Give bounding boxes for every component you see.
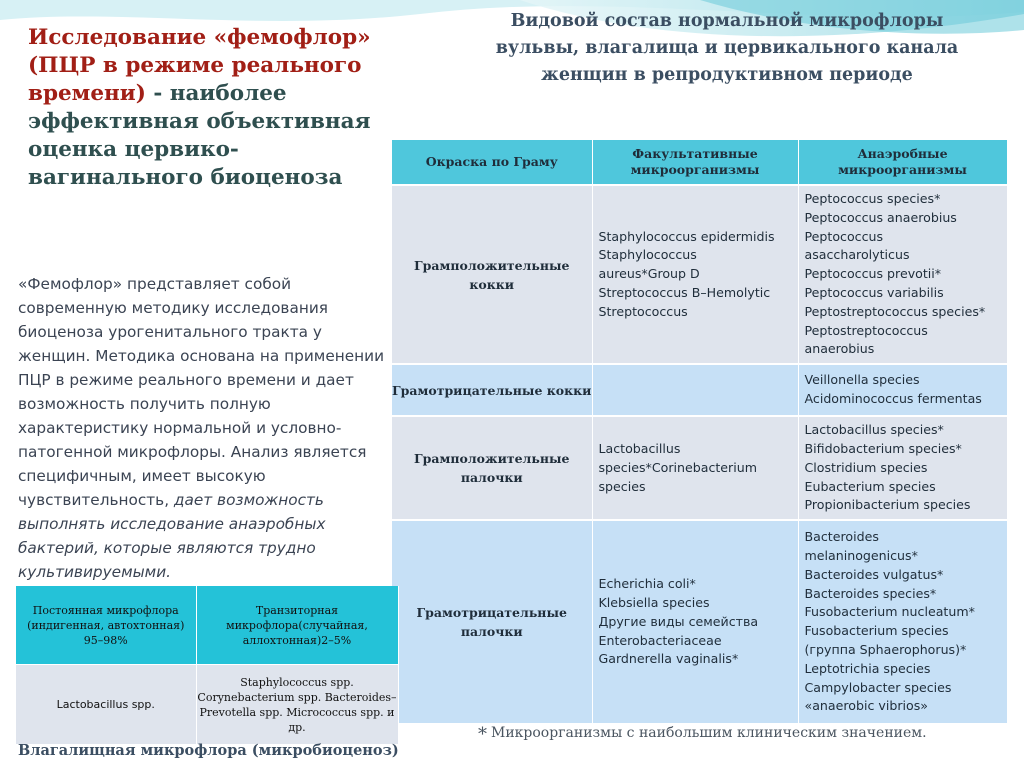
table-row (392, 185, 1007, 364)
organism-item: asaccharolyticus (804, 247, 910, 263)
organism-item: Gardnerella vaginalis* (598, 651, 739, 667)
header-facultative: Факультативные микроорганизмы (592, 140, 798, 185)
header-anaerobic: Анаэробные микроорганизмы (798, 140, 1007, 185)
organism-item: Peptococcus species* (804, 191, 941, 206)
organism-item: Staphylococcus epidermidis (598, 228, 775, 244)
organism-item: Peptococcus prevotii* (804, 266, 942, 282)
table-row (392, 416, 1007, 520)
left-title-rest: - наиболее эффективная объективная оценка цервико-вагинального биоценоза (28, 81, 371, 190)
header-transient-flora: Транзиторная микрофлора(случайная, аллохтонная)2–5% (196, 586, 398, 665)
organism-item: Peptococcus anaerobius (804, 209, 957, 225)
organism-item: Другие виды семейства (598, 613, 759, 629)
anaerobic-list (805, 367, 1007, 413)
header-permanent-flora: Постоянная микрофлора (индигенная, автохтонная) 95–98% (16, 586, 196, 665)
facultative-list (599, 571, 798, 673)
organism-item: Clostridium species (804, 459, 928, 475)
organism-item: (группа Sphaerophorus)* (804, 641, 967, 657)
organism-item: species (598, 478, 646, 494)
organism-item: Bacteroides species* (804, 585, 937, 601)
facultative-cell (592, 520, 798, 723)
organism-item: species*Corinebacterium (598, 459, 757, 475)
organism-item: melaninogenicus* (804, 547, 918, 563)
anaerobic-list (805, 524, 1007, 720)
footnote-text: Микроорганизмы с наибольшим клиническим значением. (491, 725, 927, 741)
organism-item: Klebsiella species (598, 594, 710, 610)
flora-type-table (16, 586, 399, 744)
flora-row (16, 665, 398, 745)
organism-item: Peptostreptococcus (804, 322, 928, 338)
header-gram: Окраска по Граму (392, 140, 592, 185)
organism-item: Propionibacterium species (804, 497, 971, 513)
left-title (28, 24, 388, 192)
right-title: Видовой состав нормальной микрофлоры вульвы, влагалища и цервикального канала женщин в репродуктивном периоде (495, 11, 959, 85)
permanent-flora-cell: Lactobacillus spp. (16, 665, 196, 745)
organism-item: Acidominococcus fermentas (804, 391, 982, 407)
anaerobic-cell (798, 520, 1007, 723)
table-header-row (392, 140, 1007, 185)
facultative-cell (592, 185, 798, 364)
anaerobic-cell (798, 416, 1007, 520)
facultative-list (599, 436, 798, 500)
microflora-table (392, 140, 1008, 723)
facultative-list (599, 224, 798, 326)
description (18, 272, 388, 584)
anaerobic-cell (798, 185, 1007, 364)
organism-item: Campylobacter species (804, 679, 952, 695)
gram-cell: Грамотрицательные кокки (392, 364, 592, 416)
organism-item: Peptococcus variabilis (804, 284, 944, 300)
organism-item: Veillonella species (804, 372, 920, 388)
organism-item: Peptostreptococcus species* (804, 303, 986, 319)
organism-item: Echerichia coli* (598, 576, 696, 592)
organism-item: Bifidobacterium species* (804, 440, 962, 456)
organism-item: Lactobacillus (598, 440, 681, 456)
transient-flora-cell: Staphylococcus spp. Corynebacterium spp. Bacteroides– Prevotella spp. Micrococcus spp. и др. (196, 665, 398, 745)
anaerobic-cell (798, 364, 1007, 416)
facultative-list (599, 386, 798, 394)
footnote-star: * (478, 724, 487, 745)
description-italic: дает возможность выполнять исследование анаэробных бактерий, которые являются трудно культивируемыми. (18, 491, 326, 581)
organism-item: Bacteroides (804, 529, 879, 545)
left-title-emphasis: Исследование «фемофлор» (ПЦР в режиме реального времени) (28, 25, 371, 106)
organism-item: Peptococcus (804, 228, 884, 244)
organism-item: Streptococcus (598, 303, 688, 319)
gram-cell: Грамположительные кокки (392, 185, 592, 364)
organism-item: Fusobacterium species (804, 623, 949, 639)
flora-header-row (16, 586, 398, 665)
gram-cell: Грамотрицательные палочки (392, 520, 592, 723)
anaerobic-list (805, 417, 1007, 519)
organism-item: Bacteroides vulgatus* (804, 566, 944, 582)
organism-item: anaerobius (804, 341, 875, 357)
organism-item: «anaerobic vibrios» (804, 698, 928, 714)
bottom-caption: Влагалищная микрофлора (микробиоценоз) (18, 742, 399, 759)
anaerobic-list (805, 186, 1007, 363)
footnote (478, 724, 927, 745)
facultative-cell (592, 416, 798, 520)
description-text: «Фемофлор» представляет собой современную методику исследования биоценоза урогенитального тракта у женщин. Методика основана на применении ПЦР в режиме реального времени и дает возможность получить полную характеристику нормальной и условно-патогенной микрофлоры. Анализ является специфичным, имеет высокую чувствительность, (18, 275, 385, 509)
organism-item: Streptococcus B–Hemolytic (598, 284, 771, 300)
facultative-cell (592, 364, 798, 416)
organism-item: Fusobacterium nucleatum* (804, 604, 975, 620)
table-row (392, 364, 1007, 416)
organism-item: Staphylococcus (598, 247, 697, 263)
organism-item: Lactobacillus species* (804, 422, 944, 438)
gram-cell: Грамположительные палочки (392, 416, 592, 520)
organism-item: Eubacterium species (804, 478, 936, 494)
table-row (392, 520, 1007, 723)
organism-item: Enterobacteriaceae (598, 632, 722, 648)
organism-item: aureus*Group D (598, 266, 700, 282)
organism-item: Leptotrichia species (804, 660, 931, 676)
